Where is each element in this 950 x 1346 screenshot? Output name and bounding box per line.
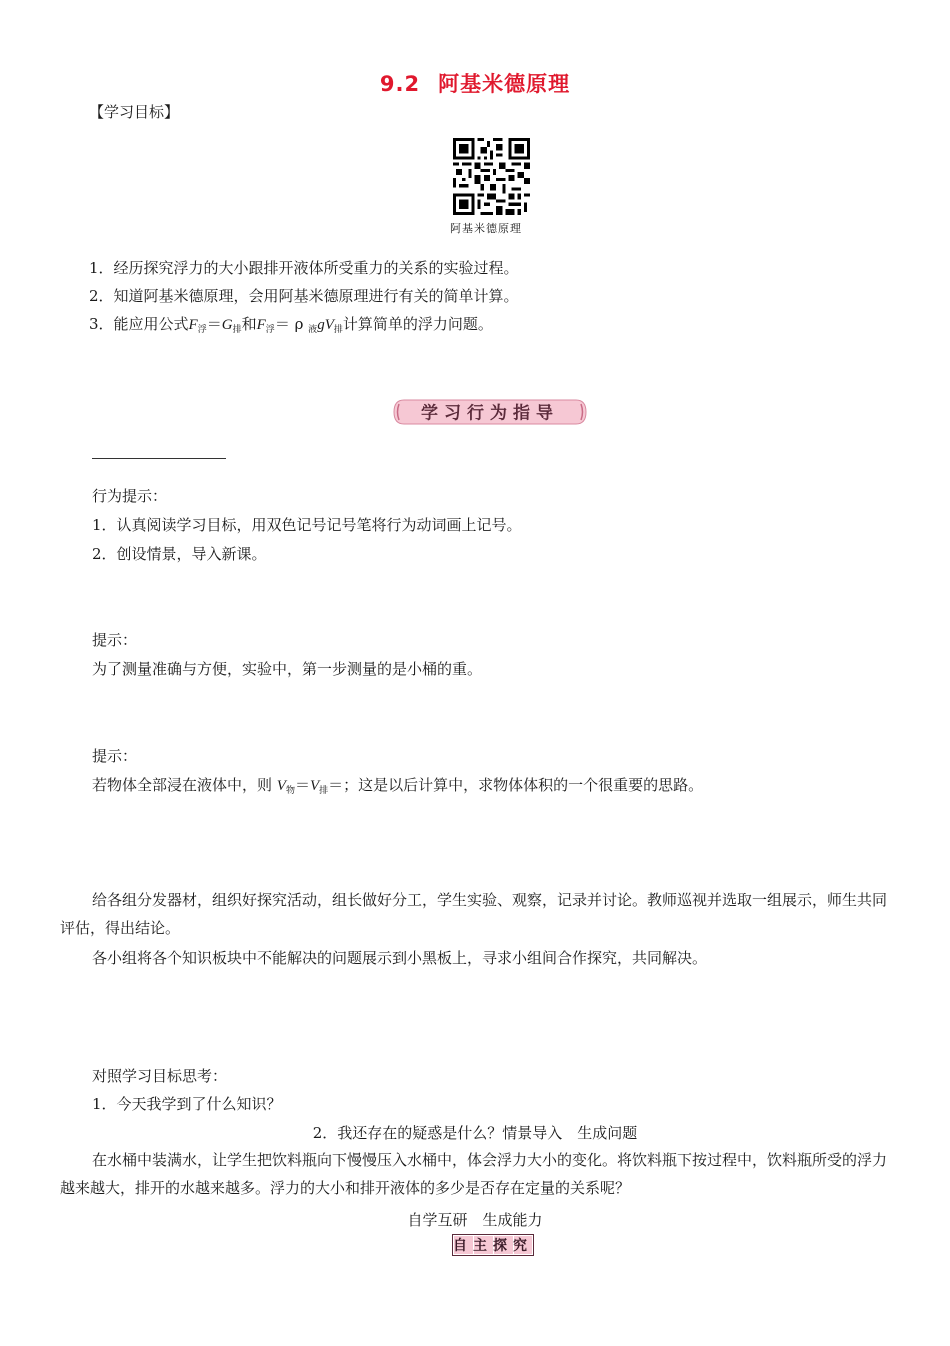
formula-and: 和 (241, 315, 257, 333)
qr-code-icon[interactable] (453, 138, 530, 215)
formula-f-2: F (256, 317, 266, 333)
sub-pai: 排 (232, 325, 242, 335)
goals-heading: 【学习目标】 (89, 103, 180, 121)
self-study-badge (452, 1234, 534, 1256)
tip-1-text: 为了测量准确与方便，实验中，第一步测量的是小桶的重。 (92, 660, 483, 678)
goal-1: 1．经历探究浮力的大小跟排开液体所受重力的关系的实验过程。 (89, 259, 519, 277)
formula-g: G (221, 317, 233, 333)
formula-f: F (188, 317, 198, 333)
formula-eq: ＝ (206, 315, 222, 333)
reflect-2: 2．我还存在的疑惑是什么？情景导入 生成问题 (312, 1124, 638, 1142)
goal-3 (89, 314, 493, 337)
formula-gv: gV (317, 317, 334, 333)
guidance-1: 1．认真阅读学习目标，用双色记号记号笔将行为动词画上记号。 (92, 516, 522, 534)
tip-2-prefix: 若物体全部浸在液体中，则 (92, 776, 277, 794)
title-text: 阿基米德原理 (438, 72, 571, 96)
formula-v-2: V (309, 778, 320, 794)
section-banner (390, 394, 590, 430)
reflect-1: 1．今天我学到了什么知识？ (92, 1095, 282, 1113)
paragraph-scenario-text: 在水桶中装满水，让学生把饮料瓶向下慢慢压入水桶中，体会浮力大小的变化。将饮料瓶下按过程中，饮料瓶所受的浮力越来越大，排开的水越来越多。浮力的大小和排开液体的多少是否存在定量的关系呢？ (60, 1151, 888, 1197)
sub-pai-3: 排 (319, 786, 329, 796)
goal-3-suffix: 计算简单的浮力问题。 (342, 315, 493, 333)
formula-v: V (276, 778, 286, 794)
paragraph-scenario (60, 1146, 892, 1202)
sub-fu-2: 浮 (265, 325, 275, 335)
title-number: 9.2 (379, 72, 421, 96)
paragraph-activity-text: 给各组分发器材，组织好探究活动，组长做好分工，学生实验、观察，记录并讨论。教师巡视并选取一组展示，师生共同评估，得出结论。 (60, 891, 888, 937)
badge-text: 自主探究 (453, 1238, 533, 1254)
divider (92, 458, 226, 459)
sub-wu: 物 (285, 786, 295, 796)
tip-2-text (92, 775, 703, 798)
guidance-2: 2．创设情景，导入新课。 (92, 545, 267, 563)
tip-1-heading: 提示： (92, 631, 138, 649)
goal-3-prefix: 3．能应用公式 (89, 315, 189, 333)
section-2-heading: 自学互研 生成能力 (407, 1211, 543, 1229)
sub-ye: 液 (308, 325, 318, 335)
sub-pai-2: 排 (333, 325, 343, 335)
page-title (0, 68, 950, 98)
paragraph-discussion: 各小组将各个知识板块中不能解决的问题展示到小黑板上，寻求小组间合作探究，共同解决。 (92, 949, 708, 967)
formula-rho: ＝ ρ (274, 315, 309, 333)
tip-2-heading: 提示： (92, 747, 138, 765)
sub-fu: 浮 (197, 325, 207, 335)
reflect-heading: 对照学习目标思考： (92, 1067, 228, 1085)
guidance-heading: 行为提示： (92, 487, 168, 505)
tip-2-suffix: ＝；这是以后计算中，求物体体积的一个很重要的思路。 (328, 776, 704, 794)
banner-text: 学习行为指导 (421, 403, 559, 424)
goal-2: 2．知道阿基米德原理，会用阿基米德原理进行有关的简单计算。 (89, 287, 519, 305)
formula-eq-2: ＝ (294, 776, 310, 794)
paragraph-activity (60, 886, 892, 942)
qr-caption: 阿基米德原理 (450, 222, 522, 235)
